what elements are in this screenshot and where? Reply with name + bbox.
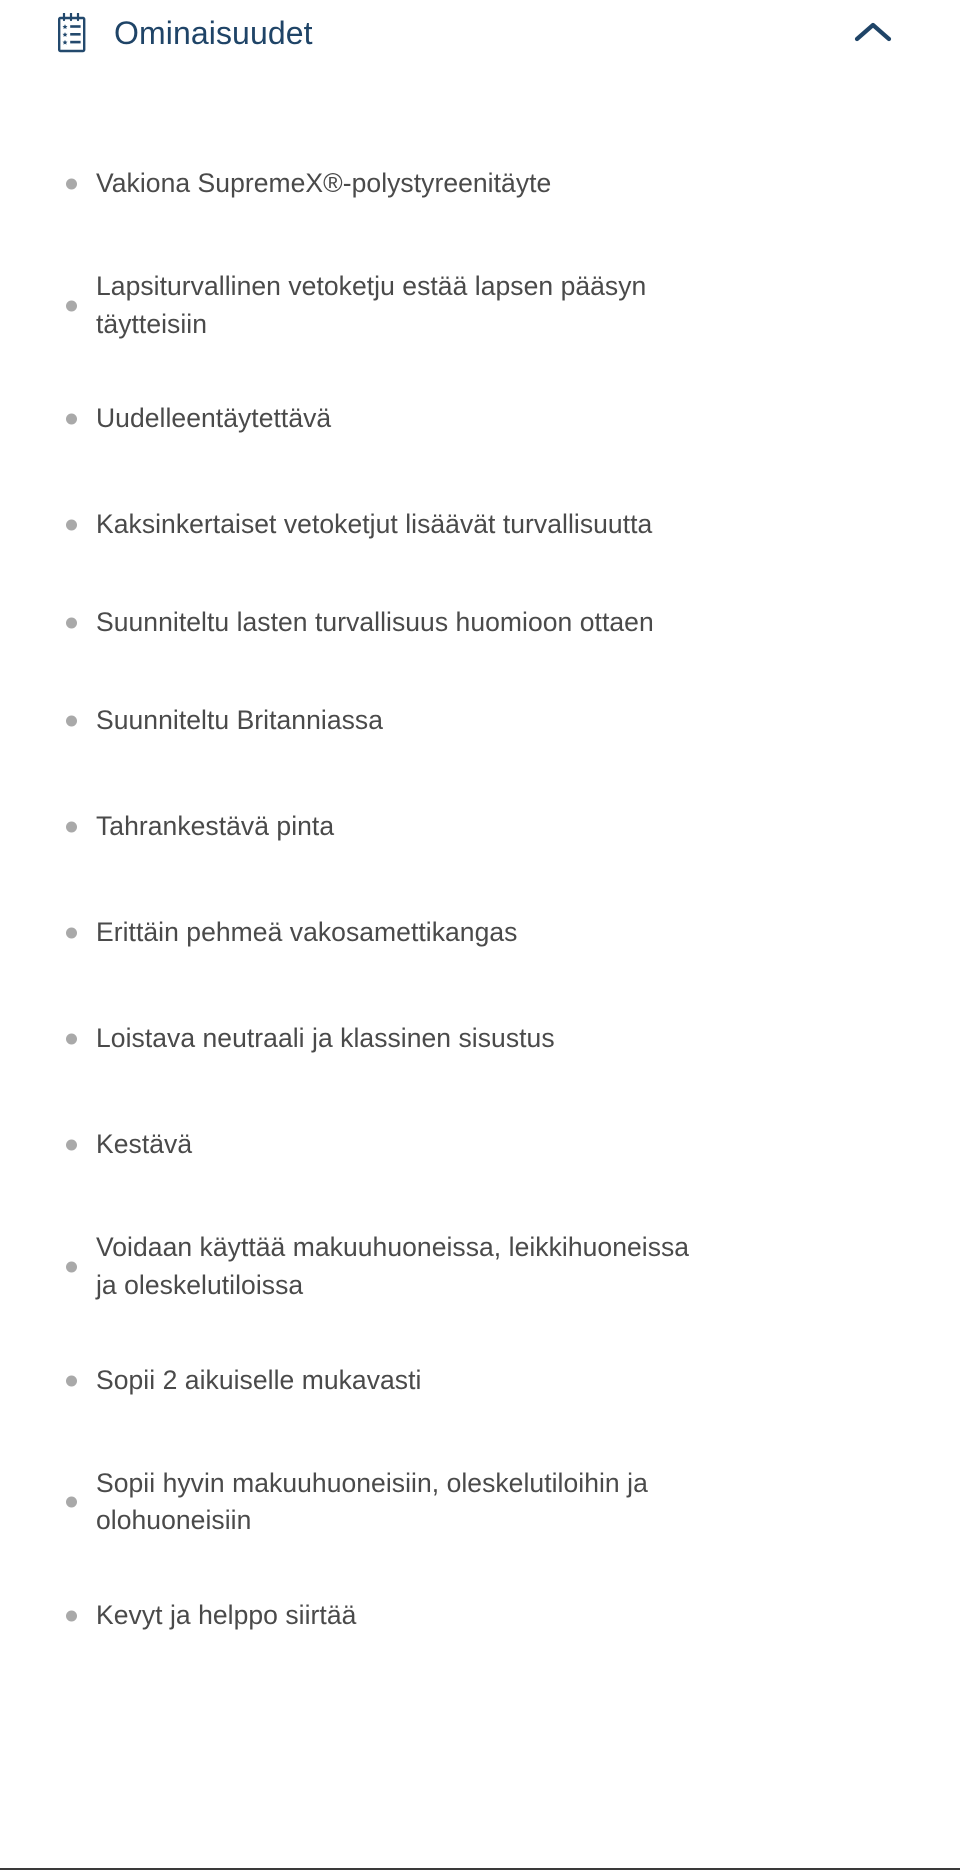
bullet-icon: [66, 716, 77, 727]
bullet-icon: [66, 822, 77, 833]
list-item: [40, 699, 920, 743]
bullet-icon: [66, 179, 77, 190]
list-item: [40, 268, 920, 343]
feature-text: Kevyt ja helppo siirtää: [96, 1599, 357, 1630]
bullet-icon: [66, 1375, 77, 1386]
accordion-content: [0, 66, 960, 1638]
list-item: [40, 1229, 920, 1304]
list-item: [40, 503, 920, 547]
accordion-header-features[interactable]: [0, 0, 960, 66]
list-item: [40, 1465, 920, 1540]
feature-text: Voidaan käyttää makuuhuoneissa, leikkihuoneissa ja oleskelutiloissa: [96, 1232, 690, 1300]
list-item: [40, 911, 920, 955]
bullet-icon: [66, 1261, 77, 1272]
list-item: [40, 1594, 920, 1638]
bullet-icon: [66, 1034, 77, 1045]
list-item: [40, 601, 920, 645]
feature-text: Sopii hyvin makuuhuoneisiin, oleskelutiloihin ja olohuoneisiin: [96, 1467, 648, 1536]
notepad-list-icon: [52, 11, 92, 55]
bullet-icon: [66, 300, 77, 311]
feature-text: Vakiona SupremeX®-polystyreenitäyte: [96, 168, 552, 199]
bullet-icon: [66, 1610, 77, 1621]
feature-text: Kaksinkertaiset vetoketjut lisäävät turvallisuutta: [96, 509, 653, 540]
section-divider: [0, 1868, 960, 1870]
list-item: [40, 1359, 920, 1403]
list-item: [40, 162, 920, 206]
page-title: Ominaisuudet: [114, 14, 313, 51]
bullet-icon: [66, 1497, 77, 1508]
bullet-icon: [66, 520, 77, 531]
feature-text: Suunniteltu Britanniassa: [96, 705, 383, 736]
feature-text: Erittäin pehmeä vakosamettikangas: [96, 917, 518, 948]
list-item: [40, 397, 920, 441]
feature-text: Sopii 2 aikuiselle mukavasti: [96, 1364, 422, 1395]
feature-text: Kestävä: [96, 1129, 193, 1160]
chevron-up-icon[interactable]: [850, 10, 896, 56]
list-item: [40, 805, 920, 849]
feature-text: Tahrankestävä pinta: [96, 811, 335, 842]
list-item: [40, 1123, 920, 1167]
feature-text: Lapsiturvallinen vetoketju estää lapsen pääsyn täytteisiin: [96, 271, 647, 339]
bullet-icon: [66, 1140, 77, 1151]
feature-text: Uudelleentäytettävä: [96, 403, 332, 434]
feature-list: [40, 162, 920, 1638]
bullet-icon: [66, 928, 77, 939]
feature-text: Loistava neutraali ja klassinen sisustus: [96, 1023, 555, 1054]
list-item: [40, 1017, 920, 1061]
feature-text: Suunniteltu lasten turvallisuus huomioon ottaen: [96, 607, 654, 638]
bullet-icon: [66, 618, 77, 629]
bullet-icon: [66, 414, 77, 425]
